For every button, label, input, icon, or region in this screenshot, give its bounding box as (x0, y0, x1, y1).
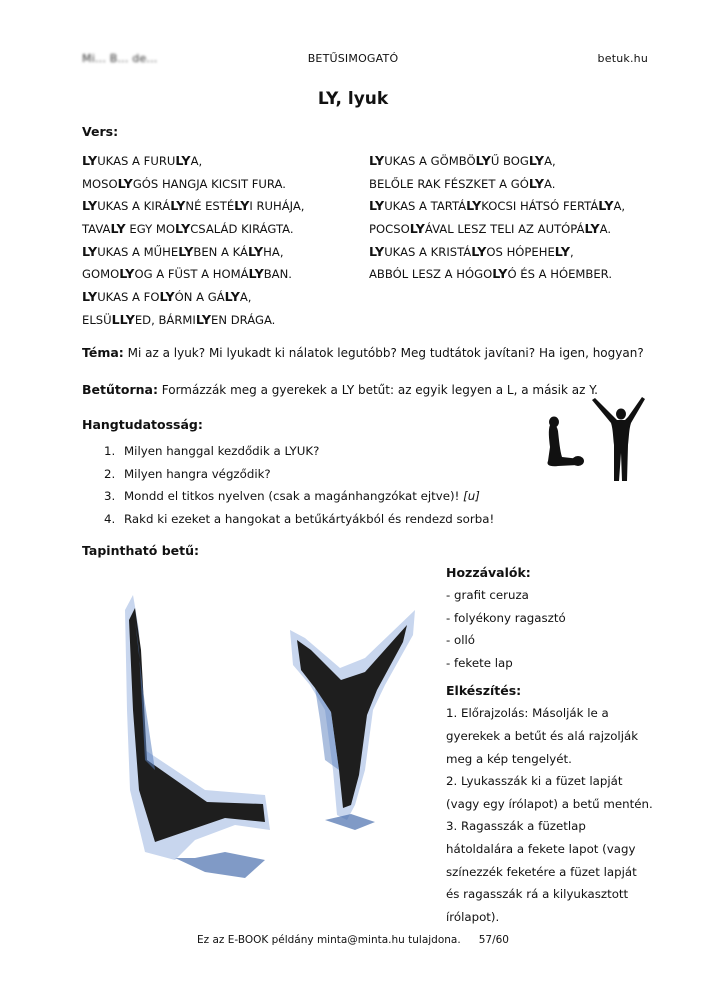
poem-right-column (369, 150, 625, 286)
betutorna-label: Betűtorna: (82, 382, 158, 397)
list-item (104, 463, 494, 486)
tapinthato-label: Tapintható betű: (82, 543, 200, 558)
footer-ownership-text: Ez az E-BOOK példány minta@minta.hu tulajdona. (197, 934, 461, 946)
poem-line (369, 218, 625, 241)
list-item-text: Milyen hanggal kezdődik a LYUK? (124, 444, 320, 458)
step-line: színezzék feketére a füzet lapját (446, 864, 637, 879)
page-number: 57/60 (478, 934, 509, 946)
step-line: meg a kép tengelyét. (446, 751, 572, 766)
poem-text: UKAS A TARTÁ (384, 199, 467, 214)
poem-text: A. (544, 176, 556, 191)
tema-text: Mi az a lyuk? Mi lyukadt ki nálatok legutóbb? Meg tudtátok javítani? Ha igen, hogyan? (123, 346, 644, 360)
poem-text: POCSO (369, 222, 410, 237)
hozzavalok-label: Hozzávalók: (446, 565, 531, 580)
poem-text: BELŐLE RAK FÉSZKET A GÓ (369, 176, 529, 191)
poem-ly-highlight: LY (195, 311, 212, 327)
poem-ly-highlight: LY (528, 175, 545, 191)
step-line: hátoldalára a fekete lapot (vagy (446, 841, 636, 856)
list-item-number: 4. (104, 511, 116, 526)
poem-text: ELSÜ (82, 312, 112, 327)
poem-ly-highlight: LY (247, 243, 264, 259)
poem-ly-highlight: LLY (111, 311, 135, 327)
poem-text: A. (599, 222, 612, 237)
poem-line (82, 309, 305, 332)
betutorna-paragraph (82, 382, 598, 397)
poem-text: MOSO (82, 176, 118, 191)
poem-text: GOMO (82, 267, 120, 282)
poem-text: ABBÓL LESZ A HÓGO (369, 267, 493, 282)
elkeszites-steps (446, 702, 656, 928)
poem-ly-highlight: LY (234, 198, 250, 214)
poem-line (82, 150, 305, 173)
poem-ly-highlight: LY (598, 198, 614, 214)
list-item-text: Milyen hangra végződik? (124, 466, 271, 481)
poem-ly-highlight: LY (170, 198, 186, 214)
ingredient-item: - grafit ceruza (446, 588, 529, 602)
poem-ly-highlight: LY (110, 221, 126, 237)
poem-text: I RUHÁJA, (249, 199, 305, 214)
list-item-text: Rakd ki ezeket a hangokat a betűkártyákból és rendezd sorba! (124, 511, 495, 526)
poem-ly-highlight: LY (117, 175, 133, 191)
hozzavalok-list (446, 584, 656, 674)
poem-ly-highlight: LY (528, 153, 545, 168)
poem-text: UKAS A KRISTÁ (384, 244, 472, 259)
list-item-number: 1. (104, 444, 116, 458)
poem-text: TAVA (82, 222, 111, 237)
step-line: írólapot). (446, 909, 500, 924)
poem-ly-highlight: LY (409, 221, 425, 237)
poem-line (369, 263, 625, 286)
poem-line (82, 218, 305, 241)
poem-text: UKAS A KIRÁ (97, 199, 171, 214)
poem-text: BAN. (263, 267, 292, 282)
poem-text: BEN A KÁ (193, 244, 248, 259)
poem-text: NÉ ESTÉ (185, 199, 235, 214)
hangtudatossag-list (104, 440, 494, 530)
poem-ly-highlight: LY (159, 289, 175, 305)
step-line: és ragasszák rá a kilyukasztott (446, 887, 629, 902)
poem-ly-highlight: LY (82, 289, 98, 305)
betutorna-text: Formázzák meg a gyerekek a LY betűt: az egyik legyen a L, a másik az Y. (157, 383, 598, 397)
poem-ly-highlight: LY (475, 153, 491, 168)
poem-line (369, 173, 625, 196)
poem-line (369, 241, 625, 264)
poem-line (82, 241, 305, 264)
poem-left-column (82, 150, 305, 332)
poem-text: CSALÁD KIRÁGTA. (190, 222, 294, 237)
poem-ly-highlight: LY (248, 266, 264, 282)
tema-paragraph (82, 345, 644, 360)
page-title: LY, lyuk (317, 89, 389, 109)
poem-ly-highlight: LY (369, 243, 385, 259)
ingredient-item: - fekete lap (446, 655, 513, 670)
poem-ly-highlight: LY (224, 289, 240, 305)
poem-text: A, (190, 154, 203, 168)
step-line: gyerekek a betűt és alá rajzolják (446, 728, 639, 743)
poem-text: ED, BÁRMI (134, 312, 196, 327)
poem-text: ÓN A GÁ (174, 290, 225, 305)
poem-ly-highlight: LY (492, 266, 508, 282)
poem-line (369, 195, 625, 218)
list-item-text: Mondd el titkos nyelven (csak a magánhangzókat ejtve)! (124, 489, 464, 504)
header-book-title: BETŰSIMOGATÓ (307, 52, 399, 65)
poem-ly-highlight: LY (175, 221, 191, 237)
ingredient-item: - olló (446, 633, 475, 648)
poem-text: HA, (263, 244, 284, 259)
list-item-phonetic: [u] (463, 489, 480, 504)
header-author: Mi... B... de... (82, 52, 158, 65)
poem-line (82, 286, 305, 309)
step-line: 1. Előrajzolás: Másolják le a (446, 706, 609, 721)
poem-text: EGY MO (125, 222, 176, 237)
elkeszites-label: Elkészítés: (446, 683, 522, 699)
poem-line (82, 173, 305, 196)
step-line: 3. Ragasszák a füzetlap (446, 819, 586, 834)
list-item (104, 440, 494, 463)
poem-line (82, 263, 305, 286)
poem-text: OG A FÜST A HOMÁ (134, 267, 249, 282)
poem-ly-highlight: LY (554, 243, 570, 259)
step-line: (vagy egy írólapot) a betű mentén. (446, 796, 653, 811)
poem-ly-highlight: LY (369, 198, 385, 214)
poem-text: GÓS HANGJA KICSIT FURA. (132, 176, 286, 191)
poem-text: UKAS A GÖMBÖ (384, 154, 476, 168)
poem-text: KOCSI HÁTSÓ FERTÁ (481, 199, 599, 214)
poem-text: UKAS A FURU (97, 154, 176, 168)
hangtudatossag-label: Hangtudatosság: (82, 417, 203, 432)
poem-text: EN DRÁGA. (211, 312, 276, 327)
poem-ly-highlight: LY (119, 266, 135, 282)
poem-ly-highlight: LY (82, 198, 98, 214)
poem-text: A, (239, 290, 252, 305)
step-line: 2. Lyukasszák ki a füzet lapját (446, 774, 623, 789)
list-item (104, 508, 494, 531)
poem-ly-highlight: LY (82, 153, 98, 168)
poem-text: Ó ÉS A HÓEMBER. (507, 267, 613, 282)
poem-ly-highlight: LY (369, 153, 385, 168)
ly-body-figure-illustration (540, 395, 650, 485)
poem-line (369, 150, 625, 173)
footer (0, 934, 706, 946)
poem-ly-highlight: LY (82, 243, 98, 259)
poem-text: OS HÓPEHE (486, 244, 555, 259)
list-item-number: 2. (104, 466, 116, 481)
poem-text: UKAS A MŰHE (97, 244, 179, 259)
torn-paper-ly-photo (115, 590, 435, 890)
poem-ly-highlight: LY (175, 153, 191, 168)
tema-label: Téma: (82, 345, 124, 360)
poem-text: A, (544, 154, 556, 168)
vers-label: Vers: (82, 124, 119, 139)
poem-line (82, 195, 305, 218)
ingredient-item: - folyékony ragasztó (446, 610, 566, 625)
poem-text: , (569, 244, 574, 259)
poem-ly-highlight: LY (178, 243, 194, 259)
poem-ly-highlight: LY (584, 221, 600, 237)
poem-ly-highlight: LY (471, 243, 487, 259)
list-item (104, 485, 494, 508)
list-item-number: 3. (104, 489, 116, 504)
poem-text: UKAS A FO (97, 290, 160, 305)
poem-text: Ű BOG (490, 154, 529, 168)
poem-ly-highlight: LY (466, 198, 482, 214)
poem-text: ÁVAL LESZ TELI AZ AUTÓPÁ (424, 222, 585, 237)
poem-text: A, (613, 199, 626, 214)
header-site: betuk.hu (597, 52, 648, 65)
instructions-column (446, 559, 656, 928)
